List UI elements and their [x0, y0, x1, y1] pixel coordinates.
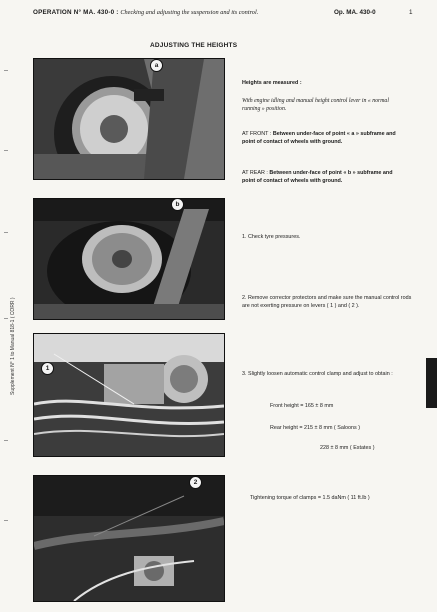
photo-rear-corrector — [33, 475, 225, 602]
section-title: ADJUSTING THE HEIGHTS — [150, 42, 238, 49]
front-height-spec: Front height = 165 ± 8 mm — [270, 403, 334, 409]
front-measurement — [242, 130, 402, 147]
margin-mark — [4, 440, 8, 441]
front-text: Between under-face of point « a » subframe and point of contact of wheels with ground. — [242, 131, 396, 146]
operation-description: Checking and adjusting the suspension and its control. — [120, 9, 259, 16]
photo-front-subframe — [33, 58, 225, 180]
margin-mark — [4, 70, 8, 71]
rear-label: AT REAR : — [242, 170, 268, 176]
rear-height-saloons-spec: Rear height = 215 ± 8 mm ( Saloons ) — [270, 425, 361, 431]
rear-measurement — [242, 169, 402, 186]
page-header — [33, 9, 425, 16]
engine-idling-note: With engine idling and manual height control lever in « normal running » position. — [242, 98, 389, 113]
heights-measured-heading: Heights are measured : — [242, 80, 302, 86]
operation-number: OPERATION N° MA. 430-0 : — [33, 9, 119, 16]
rear-height-estates-spec: 228 ± 8 mm ( Estates ) — [320, 445, 375, 451]
callout-b: b — [171, 198, 184, 211]
step-1: 1. Check tyre pressures. — [242, 234, 301, 240]
callout-2: 2 — [189, 476, 202, 489]
front-label: AT FRONT : — [242, 131, 272, 137]
section-tab-marker — [426, 358, 437, 408]
photo-front-corrector — [33, 333, 225, 457]
margin-mark — [4, 232, 8, 233]
supplement-side-note: Supplement N° 1 to Manual 818-1 ( CORR ) — [10, 297, 16, 395]
photo-rear-subframe — [33, 198, 225, 320]
rear-text: Between under-face of point « b » subframe and point of contact of wheels with ground. — [242, 170, 393, 185]
margin-mark — [4, 318, 8, 319]
margin-mark — [4, 520, 8, 521]
step-3: 3. Slightly loosen automatic control clamp and adjust to obtain : — [242, 371, 393, 377]
callout-1: 1 — [41, 362, 54, 375]
operation-short: Op. MA. 430-0 — [334, 9, 376, 16]
callout-a: a — [150, 59, 163, 72]
page-number: 1 — [409, 9, 413, 16]
step-2: 2. Remove corrector protectors and make sure the manual control rods are not exerting pressure on levers ( 1 ) and ( 2 ). — [242, 295, 412, 310]
margin-mark — [4, 150, 8, 151]
tightening-torque: Tightening torque of clamps = 1.5 daNm ( 11 ft.lb ) — [250, 495, 370, 501]
